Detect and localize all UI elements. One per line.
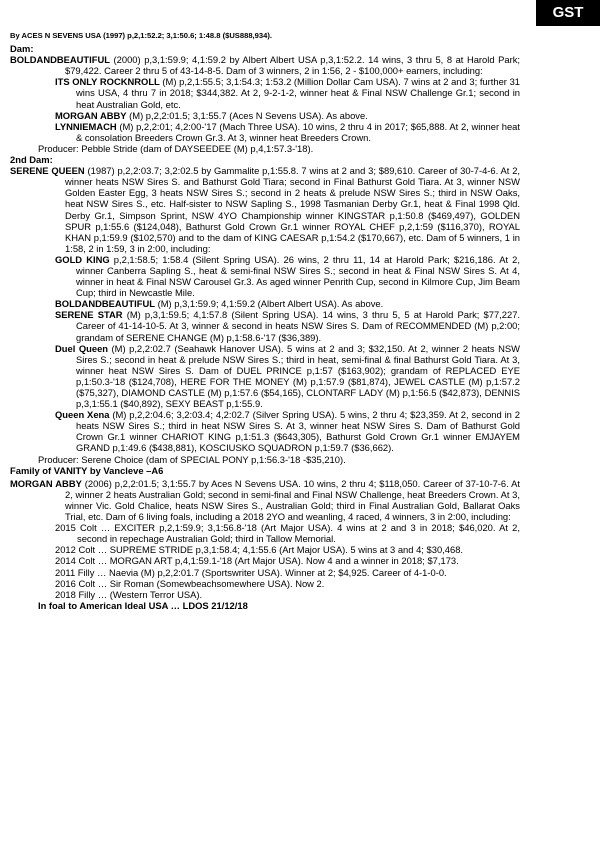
dam2-progeny-item	[55, 309, 520, 342]
dam2-progeny-item	[55, 298, 520, 309]
dam2-heading: 2nd Dam:	[10, 154, 53, 166]
progeny-name: ITS ONLY ROCKNROLL	[55, 76, 160, 88]
progeny-text: (M) p,2,2:01; 4,2:00-'17 (Mach Three USA). 10 wins, 2 thru 4 in 2017; $65,888. At 2, winner heat & consolation Breeders Crown Gr.3. At 3, winner heat Breeders Crown.	[76, 120, 520, 143]
dam2-producer: Producer: Serene Choice (dam of SPECIAL PONY p,1:56.3-'18 -$35,210).	[38, 453, 346, 465]
offspring-item: 2018 Filly … (Western Terror USA).	[55, 588, 203, 600]
progeny-text: (M) p,3,1:59.5; 4,1:57.8 (Silent Spring USA). 14 wins, 3 thru 5, 5 at Harold Park; $77,227. Career of 41-14-10-5. At 3, winner & second in heats NSW Sires S. Dam of RECOMMENDED (M) p,2:00; grandam of SERENE CHANGE (M) p,1:58.6-'17 ($36,389).	[76, 309, 521, 343]
dam-name: BOLDANDBEAUTIFUL	[10, 54, 110, 66]
dam2-text: (1987) p,2,2:03.7; 3,2:02.5 by Gammalite p,1:55.8. 7 wins at 2 and 3; $89,610. Career of 30-7-4-6. At 2, winner heats NSW Sires S. and Bathurst Gold Tiara; second in Final Bathurst Gold Tiara. At 3, winner NSW Golden Easter Egg, 3 heats NSW Sires S.; second in 2 heats & prelude NSW Sires S.; third in NSW Oaks, heat NSW Sires S., etc. Half-sister to NSW Sapling S., 1998 Tasmanian Derby Gr.1, heat & Final 1998 Qld. Derby Gr.1, Simpson Sprint, NSW 4YO Championship winner KINGSTAR p,1:50.8 ($469,497), GOLDEN SPUR p,1:55.6 ($124,048), Bathurst Gold Crown Gr.1 winner ROYAL CHEF p,2,1:59 ($116,370), ROYAL KHAN p,1:59.9 ($102,570) and to the dam of KING CAESAR p,1:54.2 ($170,667), etc. Dam of 5 winners, 1 in 1:58, 2 in 1:59, 3 in 2:00, including:	[65, 165, 521, 254]
offspring-item: 2011 Filly … Naevia (M) p,2,2:01.7 (Sportswriter USA). Winner at 2; $4,925. Career of 4-1-0-0.	[55, 566, 447, 578]
dam-text: (2000) p,3,1:59.9; 4,1:59.2 by Albert Albert USA p,3,1:52.2. 14 wins, 3 thru 5, 8 at Harold Park; $79,422. Career 2 thru 5 of 43-14-8-5. Dam of 3 winners, 2 in 1:56, 2 - $100,000+ earners, including:	[65, 54, 520, 77]
offspring-item: 2015 Colt … EXCITER p,2,1:59.9; 3,1:56.8-'18 (Art Major USA). 4 wins at 2 and 3 in 2018; $46,020. At 2, second in repechage Australian Gold; third in Tallow Memorial.	[55, 522, 520, 545]
dam-entry	[10, 54, 520, 76]
progeny-text: (M) p,2,2:01.5; 3,1:55.7 (Aces N Sevens USA). As above.	[126, 109, 368, 121]
catalogue-tag: GST	[536, 0, 600, 26]
dam-heading: Dam:	[10, 43, 34, 55]
dam-progeny-item	[55, 121, 520, 143]
progeny-text: (M) p,2,2:04.6; 3,2:03.4; 4,2:02.7 (Silver Spring USA). 5 wins, 2 thru 4; $23,359. At 2, second in 2 heats NSW Sires S.; third in heat NSW Sires S. At 3, winner heat NSW Sires S. Dam of Bathurst Gold Crown Gr.1 winner CHARIOT KING p,1:51.3 ($643,305), Bathurst Gold Crown Gr.1 winner EMJAYEM GRAND p,1:49.6 ($438,881), KOSCIUSKO SQUADRON p,1:59.7 ($36,662).	[76, 409, 520, 454]
progeny-name: Queen Xena	[55, 409, 110, 421]
offspring-item: 2012 Colt … SUPREME STRIDE p,3,1:58.4; 4,1:55.6 (Art Major USA). 5 wins at 3 and 4; $30,468.	[55, 544, 464, 556]
progeny-text: p,2,1:58.5; 1:58.4 (Silent Spring USA). 26 wins, 2 thru 11, 14 at Harold Park; $216,186. At 2, winner Canberra Sapling S., heat & semi-final NSW Sires S.; second in heat & Final NSW Sires S. At 4, winner in heat & Final NSW Carousel Gr.3. As aged winner Penrith Cup, second in Kilmore Cup, Jim Beam Cup; third in Newcastle Mile.	[76, 253, 520, 299]
dam-progeny-item	[55, 110, 520, 121]
pedigree-document	[10, 30, 520, 611]
progeny-name: SERENE STAR	[55, 309, 123, 321]
dam2-progeny-item	[55, 409, 520, 453]
progeny-name: MORGAN ABBY	[55, 109, 127, 121]
main-entry	[10, 478, 520, 522]
offspring-item: 2016 Colt … Sir Roman (Somewbeachsomewhere USA). Now 2.	[55, 577, 325, 589]
dam-progeny-item	[55, 76, 520, 109]
progeny-name: BOLDANDBEAUTIFUL	[55, 298, 155, 310]
dam2-progeny-item	[55, 254, 520, 298]
dam2-entry	[10, 165, 520, 254]
dam-producer: Producer: Pebble Stride (dam of DAYSEEDEE (M) p,4,1:57.3-'18).	[38, 142, 314, 154]
main-name: MORGAN ABBY	[10, 477, 82, 489]
progeny-name: LYNNIEMACH	[55, 120, 117, 132]
main-text: (2006) p,2,2:01.5; 3,1:55.7 by Aces N Sevens USA. 10 wins, 2 thru 4; $118,050. Career of 37-10-7-6. At 2, winner 2 heats Australian Gold; second in semi-final and Final NSW Challenge, heat Breeders Crown. At 3, winner Vic. Gold Chalice, heats NSW Sires S., Australian Gold; third in Final Australian Gold, Ballarat Oaks Trial, etc. Dam of 6 living foals, including a 2018 2YO and weanling, 4 raced, 4 winners, 3 in 2:00, including:	[65, 477, 521, 523]
family-line: Family of VANITY by Vancleve –A6	[10, 464, 164, 476]
progeny-text: (M) p,2,2:02.7 (Seahawk Hanover USA). 5 wins at 2 and 3; $32,150. At 2, winner 2 heats NSW Sires S.; second in heat & prelude NSW Sires S.; third in heat, semi-final & final Bathurst Gold Tiara. At 3, winner heat NSW Sires S. Dam of DUEL PRINCE p,1:57 ($163,902); grandam of REPLACED EYE p,1:50.3-'18 ($124,708), HERE FOR THE MONEY (M) p,1:57.9 ($81,874), JEWEL CASTLE (M) p,1:57.2 ($75,327), DIAMOND CASTLE (M) p,1:57.6 ($54,165), CLONTARF LADY (M) p,1:56.5 ($42,873), DENNIS p,3,1:55.1 ($40,892), SEXY BEAST p,1:55.9.	[76, 342, 520, 410]
dam2-name: SERENE QUEEN	[10, 165, 85, 177]
in-foal-line: In foal to American Ideal USA … LDOS 21/12/18	[38, 599, 248, 611]
progeny-name: Duel Queen	[55, 342, 109, 354]
offspring-item: 2014 Colt … MORGAN ART p,4,1:59.1-'18 (Art Major USA). Now 4 and a winner in 2018; $7,173.	[55, 555, 459, 567]
progeny-name: GOLD KING	[55, 253, 110, 265]
progeny-text: (M) p,3,1:59.9; 4,1:59.2 (Albert Albert USA). As above.	[155, 298, 384, 310]
dam2-progeny-item	[55, 343, 520, 410]
sire-line: By ACES N SEVENS USA (1997) p,2,1:52.2; 3,1:50.6; 1:48.8 ($US888,934).	[10, 31, 272, 40]
progeny-text: (M) p,2,1:55.5; 3,1:54.3; 1:53.2 (Million Dollar Cam USA). 7 wins at 2 and 3; further 31 wins USA, 4 thru 7 in 2018; $344,382. At 2, 9-2-1-2, winner heat & Final NSW Challenge Gr.1; second in heat Australian Gold, etc.	[76, 76, 520, 110]
